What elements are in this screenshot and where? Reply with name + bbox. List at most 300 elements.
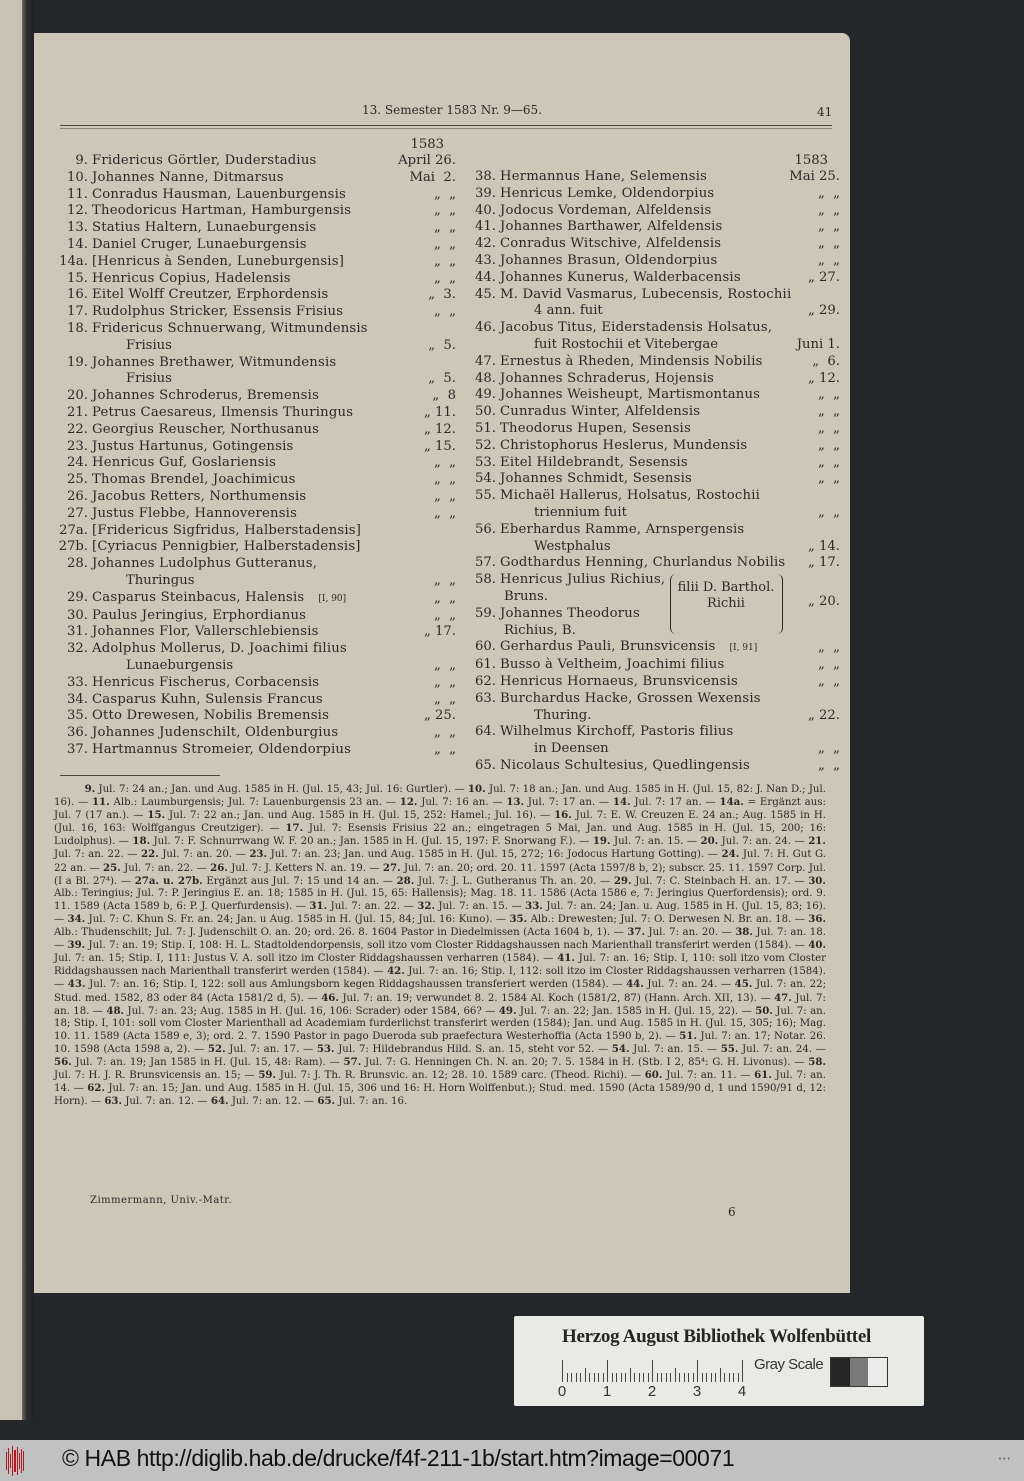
- entry-list: [464, 145, 840, 572]
- entry-number: 42.: [475, 236, 496, 252]
- footnote-text: Jul. 7: an. 24; Jan. u. Aug. 1585 in H. (Jul. 15, 83; 16). —: [54, 900, 826, 925]
- ruler-tick: [616, 1373, 617, 1382]
- entry-name: Cunradus Winter, Alfeldensis: [500, 404, 701, 420]
- list-item: [56, 439, 456, 456]
- entry-name: Eitel Wolff Creutzer, Erphordensis: [92, 287, 329, 303]
- list-item: [464, 253, 840, 270]
- footnote-text: Jul. 7: H. J. R. Brunsvicensis an. 15; —: [54, 1070, 255, 1082]
- entry-date: „ „: [817, 219, 840, 235]
- ruler-tick: [693, 1373, 694, 1382]
- footnote-number: 43.: [67, 978, 86, 991]
- entry-number: 29.: [67, 589, 88, 605]
- entry-number: 65.: [475, 757, 496, 773]
- entry-number: 21.: [67, 404, 88, 420]
- footnote: [344, 1057, 809, 1068]
- entry-name: Hartmannus Stromeier, Oldendorpius: [92, 741, 352, 757]
- list-item: [464, 639, 840, 657]
- list-item: [56, 539, 456, 556]
- entry-name: Johannes Judenschilt, Oldenburgius: [92, 725, 339, 741]
- footnote-number: 61.: [754, 1069, 772, 1082]
- entry-number: 28.: [67, 556, 88, 572]
- entry-date: „ „: [433, 304, 456, 320]
- footnote-number: 28.: [396, 874, 415, 887]
- entry-date: „ 12.: [808, 370, 840, 386]
- footnote-text: Ergänzt aus Jul. 7: 15 und 14 an. —: [206, 875, 393, 887]
- entry-number: 19.: [67, 354, 88, 370]
- footnote: [417, 901, 525, 912]
- entry-date: „ „: [433, 220, 456, 236]
- entry-date: „ 11.: [424, 404, 456, 420]
- list-item: [464, 236, 840, 253]
- previous-page-edge: [0, 0, 22, 1420]
- ruler-tick: [607, 1360, 608, 1382]
- list-item: [464, 691, 840, 725]
- footnote-number: 26.: [210, 861, 228, 874]
- entry-continuation: in Deensen: [534, 741, 609, 757]
- entry-number: 53.: [475, 454, 496, 470]
- entry-number: 10.: [67, 169, 88, 185]
- entry-number: 60.: [475, 639, 496, 655]
- ruler-tick: [724, 1373, 725, 1382]
- footnote-number: 59.: [258, 1069, 277, 1082]
- entry-name: Conradus Witschive, Alfeldensis: [500, 236, 722, 252]
- entry-number: 49.: [475, 387, 496, 403]
- entry-date: „ „: [817, 757, 840, 773]
- entry-date: „ 17.: [808, 555, 840, 571]
- entry-number: 34.: [67, 691, 88, 707]
- footnote-number: 20.: [700, 835, 719, 848]
- footnote: [645, 1070, 754, 1081]
- entry-date: „ 22.: [808, 707, 840, 723]
- entry-number: 48.: [475, 370, 496, 386]
- footnote-number: 18.: [132, 835, 151, 848]
- ruler-tick: [652, 1360, 653, 1382]
- ruler-tick: [571, 1373, 572, 1382]
- list-item: [464, 354, 840, 371]
- entry-name: Adolphus Mollerus, D. Joachimi filius: [92, 641, 347, 657]
- footnote-number: 41.: [557, 952, 575, 965]
- footnote: [104, 1096, 211, 1107]
- entry-name: Henricus Julius Richius,: [500, 572, 666, 588]
- footnote-number: 65.: [317, 1095, 336, 1108]
- footnote-number: 15.: [147, 809, 166, 822]
- list-item: [464, 555, 840, 572]
- ruler-tick: [679, 1373, 680, 1382]
- entry-number: 40.: [475, 202, 496, 218]
- entry-date: „ 29.: [808, 303, 840, 319]
- entry-continuation: triennium fuit: [534, 504, 627, 520]
- entry-continuation: Bruns.: [504, 588, 548, 604]
- footnote-number: 38.: [735, 926, 753, 939]
- ruler-tick: [630, 1368, 631, 1382]
- footnote: [627, 927, 735, 938]
- entry-date: „ „: [433, 505, 456, 521]
- list-item: [56, 675, 456, 692]
- entry-date: „ „: [817, 741, 840, 757]
- footnote-text: Jul. 7: an. 14. —: [54, 1070, 826, 1095]
- entry-number: 32.: [67, 641, 88, 657]
- list-item: [56, 608, 456, 625]
- list-item: [464, 657, 840, 674]
- footnote: [593, 836, 701, 847]
- footnote: [54, 784, 468, 795]
- footnote-text: Alb.: Laumburgensis; Jul. 7: Lauenburgensis 23 an. —: [113, 797, 396, 809]
- footnote-number: 46.: [321, 991, 339, 1004]
- ruler-label: 3: [692, 1383, 702, 1400]
- footnote-number: 51.: [679, 1029, 697, 1042]
- footnote: [721, 1044, 826, 1055]
- footnote: [397, 876, 614, 887]
- footnote: [309, 901, 417, 912]
- entry-date: „ „: [433, 472, 456, 488]
- entry-name: Henricus Fischerus, Corbacensis: [92, 674, 320, 690]
- footnote-number: 64.: [210, 1095, 229, 1108]
- entry-name: Conradus Hausman, Lauenburgensis: [92, 186, 346, 202]
- footnote: [509, 914, 808, 925]
- entry-name: Justus Hartunus, Gotingensis: [92, 438, 294, 454]
- footnote: [103, 863, 210, 874]
- entry-date: „ „: [817, 252, 840, 268]
- document-page: [34, 33, 850, 1293]
- footnote-text: Jul. 7: an. 12. —: [231, 1096, 315, 1108]
- scale-ruler: [557, 1366, 747, 1400]
- ruler-tick: [684, 1373, 685, 1382]
- entry-continuation: 4 ann. fuit: [534, 303, 603, 319]
- ruler-tick: [562, 1360, 563, 1382]
- gray-swatch: [868, 1358, 887, 1386]
- ruler-label: 4: [737, 1383, 747, 1400]
- entry-date: „ „: [817, 202, 840, 218]
- entry-number: 16.: [67, 287, 88, 303]
- entry-number: 11.: [67, 186, 88, 202]
- ruler-tick: [621, 1373, 622, 1382]
- footnote: [141, 849, 249, 860]
- list-item: [56, 742, 456, 759]
- footnote: [54, 1057, 344, 1068]
- ruler-tick: [576, 1373, 577, 1382]
- footnote-number: 33.: [525, 899, 543, 912]
- entry-number: 44.: [475, 269, 496, 285]
- entry-number: 45.: [475, 286, 496, 302]
- entry-number: 30.: [67, 607, 88, 623]
- entry-name: Eberhardus Ramme, Arnspergensis: [500, 521, 745, 537]
- entry-number: 20.: [67, 388, 88, 404]
- entry-continuation: Lunaeburgensis: [126, 657, 234, 673]
- footnote-text: Jul. 7: 24 an.; Jan. und Aug. 1585 in H. (Jul. 15, 43; Jul. 16: Gurtler). —: [98, 784, 465, 795]
- footnote-text: Jul. 7: an. 20. —: [162, 849, 246, 861]
- ruler-tick: [594, 1373, 595, 1382]
- footnote: [135, 876, 397, 887]
- list-item: [56, 692, 456, 709]
- entry-name: Johannes Kunerus, Walderbacensis: [500, 269, 741, 285]
- footnote-number: 36.: [808, 912, 826, 925]
- footnote-number: 45.: [734, 978, 753, 991]
- footnote-text: Jul. 7: C. Khun S. Fr. an. 24; Jan. u Aug. 1585 in H. (Jul. 15, 84; Jul. 16: Kuno). —: [88, 913, 507, 925]
- page-reference: [I, 90]: [318, 593, 347, 604]
- entry-name: Johannes Brasun, Oldendorpius: [500, 252, 718, 268]
- entry-number: 47.: [475, 353, 496, 369]
- list-item: [56, 271, 456, 288]
- footnote-text: Jul. 7: 22 an.; Jan. und Aug. 1585 in H. (Jul. 15, 252: Hamel.; Jul. 16). —: [169, 810, 551, 822]
- footnote-text: Jul. 7: an. 19; verwundet 8. 2. 1584 Al. Koch (1581/2, 87) (Hann. Arch. XII, 13). —: [342, 992, 771, 1004]
- list-item: [56, 170, 456, 187]
- footnote-text: Jul. 7: Esensis Frisius 22 an.; eingetragen 5 Mai, Jan. und Aug. 1585 in H. (Jul. 15, 200; 16: Ludolphus). —: [54, 823, 826, 848]
- entry-number: 51.: [475, 420, 496, 436]
- footnote-number: 29.: [613, 874, 632, 887]
- footnote-text: Jul. 7: an. 24. —: [742, 1043, 826, 1055]
- footnote-text: Jul. 7: an. 20. —: [648, 927, 732, 939]
- footnote-text: Jul. 7: an. 19; Jan 1585 in H. (Jul. 15, 48: Ram). —: [75, 1056, 340, 1068]
- entry-name: Otto Drewesen, Nobilis Bremensis: [92, 708, 330, 724]
- footnote-text: Jul. 7: an. 24. —: [647, 979, 732, 991]
- footnote-number: 57.: [343, 1055, 362, 1068]
- entry-name: Georgius Reuscher, Northusanus: [92, 421, 320, 437]
- entry-name: Jacobus Retters, Northumensis: [92, 488, 307, 504]
- entry-date: „ 12.: [424, 421, 456, 437]
- footnote: [249, 849, 721, 860]
- entry-number: 25.: [67, 472, 88, 488]
- entry-number: 36.: [67, 725, 88, 741]
- matriculation-column-left: [56, 137, 456, 759]
- footnote-rule: [60, 775, 220, 776]
- brace-note: [676, 580, 776, 612]
- list-item: [56, 220, 456, 237]
- entry-number: 15.: [67, 270, 88, 286]
- list-item: [56, 321, 456, 355]
- entry-name: Petrus Caesareus, Ilmensis Thuringus: [92, 404, 354, 420]
- entry-date: „ 6.: [812, 353, 840, 369]
- footnote-number: 42.: [387, 965, 405, 978]
- footnote: [208, 1044, 317, 1055]
- entry-name: Johannes Brethawer, Witmundensis: [92, 354, 337, 370]
- footnote-text: Jul. 7: G. Henningen Ch. N. an. 20; 7. 5. 1584 in H. (Stb. I 2, 85⁴: G. H. Livonus). —: [365, 1056, 805, 1068]
- footnote-number: 63.: [104, 1095, 123, 1108]
- footnote-number: 35.: [509, 912, 528, 925]
- entry-name: Jacobus Titus, Eiderstadensis Holsatus,: [500, 320, 773, 336]
- entry-number: 22.: [67, 421, 88, 437]
- entry-number: 59.: [475, 605, 496, 621]
- matriculation-column-right: [464, 145, 840, 775]
- entry-name: Henricus Lemke, Oldendorpius: [500, 185, 715, 201]
- gray-scale-swatches: [830, 1357, 888, 1387]
- footnote-text: Jul. 7: 18 an.; Jan. und Aug. 1585 in H. (Jul. 15, 82: J. Nan D.; Jul. 16). —: [54, 784, 826, 809]
- footnote-number: 55.: [720, 1042, 739, 1055]
- library-name: Herzog August Bibliothek Wolfenbüttel: [562, 1326, 871, 1347]
- entry-date: „ „: [433, 674, 456, 690]
- footnote-number: 31.: [309, 899, 328, 912]
- entry-number: 27.: [67, 505, 88, 521]
- entry-name: Casparus Steinbacus, Halensis: [92, 589, 305, 605]
- entry-number: 14a.: [59, 253, 88, 269]
- footnote-number: 19.: [592, 835, 611, 848]
- footnote: [68, 979, 626, 990]
- ruler-tick: [612, 1373, 613, 1382]
- list-item: [56, 355, 456, 389]
- footnote-number: 13.: [506, 796, 525, 809]
- entry-continuation: Frisius: [126, 337, 172, 353]
- footnote-text: Jul. 7: an. 16; Stip. I, 112: soll itzo im Closter Riddagshaussen verharren (1584). —: [54, 966, 826, 991]
- list-item: [56, 506, 456, 523]
- entry-number: 18.: [67, 320, 88, 336]
- entry-date: „ 15.: [424, 438, 456, 454]
- brace-group-richius: [464, 572, 840, 639]
- book-gutter-shadow: [22, 0, 34, 1420]
- footnote-text: Jul. 7: an. 22. —: [54, 849, 138, 861]
- entry-date: „ 25.: [424, 708, 456, 724]
- ruler-tick: [598, 1373, 599, 1382]
- entry-number: 24.: [67, 455, 88, 471]
- footnote: [614, 876, 808, 887]
- list-item: [464, 287, 840, 321]
- footnote: [211, 1096, 318, 1107]
- ruler-tick: [603, 1373, 604, 1382]
- entry-name: Theodorus Hupen, Sesensis: [500, 420, 691, 436]
- entry-name: Johannes Schroderus, Bremensis: [92, 388, 320, 404]
- entry-date: „ „: [817, 185, 840, 201]
- footnote-text: Jul. 7: an. 15. —: [613, 836, 698, 848]
- footnote: [317, 1096, 407, 1107]
- entry-number: 58.: [475, 572, 496, 588]
- footnote-text: Jul. 7: an. 20; ord. 20. 11. 1597 (Acta 1597/8 b, 2); subscr. 25. 11. 1597 Corp. Jul. (I a Bl. 27⁴). —: [54, 862, 826, 887]
- footnote-text: Jul. 7: an. 22; Stud. med. 1582, 83 oder 84 (Acta 1581/2 d, 5). —: [54, 979, 827, 1004]
- calibration-target: [514, 1316, 924, 1406]
- list-item: [56, 388, 456, 405]
- entry-name: Rudolphus Stricker, Essensis Frisius: [92, 304, 344, 320]
- entry-continuation: Thuring.: [534, 707, 592, 723]
- copyright-url[interactable]: © HAB http://diglib.hab.de/drucke/f4f-211-1b/start.htm?image=00071: [62, 1445, 735, 1471]
- footnote: [106, 1006, 498, 1017]
- entry-name: Johannes Barthawer, Alfeldensis: [500, 219, 723, 235]
- footnote-number: 52.: [207, 1042, 226, 1055]
- footnote-number: 54.: [611, 1042, 630, 1055]
- list-item: [464, 455, 840, 472]
- footnote-number: 10.: [467, 783, 486, 795]
- entry-name: Michaël Hallerus, Holsatus, Rostochii: [500, 488, 761, 504]
- footnote-number: 58.: [808, 1055, 826, 1068]
- footnote-number: 48.: [106, 1004, 125, 1017]
- entry-name: Johannes Weisheupt, Martismontanus: [500, 387, 761, 403]
- footnote-text: Jul. 7: an. 15. —: [438, 900, 522, 912]
- entry-date: „ „: [817, 640, 840, 656]
- footnote-number: 22.: [141, 848, 159, 861]
- footnote-number: 14.: [612, 796, 631, 809]
- footnote: [499, 1006, 755, 1017]
- footnote-number: 60.: [644, 1069, 663, 1082]
- ruler-tick: [585, 1368, 586, 1382]
- footnote-text: Jul. 7: Hildebrandus Hild. S. an. 15, steht vor 52. —: [338, 1043, 609, 1055]
- footnote-text: Jul. 7: an. 18; Stip. I, 101: soll vom Closter Marienthall ad Academiam furderlichst transferirt werden (1584); Jan. und Aug. 1585 in H. (Jul. 15, 305; 16); Mag. 10. 11. 1589 (Acta 1589 e, 3); ord. 2. 7. 1590 Pastor in pago Dueroda sub praefectura Westerhoffia (Acta 1590 b, 2). —: [54, 1005, 826, 1042]
- entry-name: Henricus Copius, Hadelensis: [92, 270, 291, 286]
- list-item: [464, 758, 840, 775]
- ruler-tick: [657, 1373, 658, 1382]
- footnote-text: Jul. 7: J. Th. R. Brunsvic. an. 12; 28. 10. 1589 carc. (Theod. Richi). —: [279, 1070, 641, 1082]
- entry-name: Johannes Nanne, Ditmarsus: [92, 169, 284, 185]
- gray-scale-label: Gray Scale: [754, 1356, 824, 1373]
- footnote-text: Jul. 7: 17 an. —: [527, 797, 610, 809]
- page-reference: [I, 91]: [729, 643, 758, 654]
- entry-name: Jodocus Vordeman, Alfeldensis: [500, 202, 712, 218]
- entry-date: „ „: [433, 186, 456, 202]
- footnote-text: Alb.: Teringius; Jul. 7: P. Jeringius E. an. 18; 1585 in H. (Jul. 15, 65: Hallensis); Mag. 18. 11. 1586 (Acta 1586 e, 7: Jeringius Querfordensis); ord. 9. 11. 1589 (Acta 1589 b, 6: P. J. Querfurdensis). —: [54, 887, 826, 912]
- brace-note-line: Richii: [707, 596, 745, 612]
- footnote: [68, 914, 510, 925]
- entry-date: „ „: [433, 590, 456, 606]
- brace-note-line: filii D. Barthol.: [677, 580, 775, 596]
- year-heading: 1583: [794, 153, 828, 168]
- list-item: [464, 522, 840, 556]
- entry-date: „ „: [817, 471, 840, 487]
- entry-date: Mai 2.: [409, 169, 456, 185]
- entry-number: 56.: [475, 521, 496, 537]
- footnote-number: 47.: [774, 991, 792, 1004]
- list-item: [56, 590, 456, 608]
- ruler-tick: [661, 1373, 662, 1382]
- footnote-text: Jul. 7: an. 18. —: [54, 992, 826, 1017]
- entry-date: „ „: [433, 253, 456, 269]
- list-item: [464, 219, 840, 236]
- footnote-number: 37.: [627, 926, 646, 939]
- entry-name: Theodoricus Hartman, Hamburgensis: [92, 203, 352, 219]
- entry-date: „ „: [433, 657, 456, 673]
- ruler-tick: [670, 1373, 671, 1382]
- entry-date: „ 27.: [808, 269, 840, 285]
- entry-number: 35.: [67, 708, 88, 724]
- footnote: [147, 810, 554, 821]
- entry-name: Daniel Cruger, Lunaeburgensis: [92, 236, 307, 252]
- list-item: [56, 472, 456, 489]
- header-rule: [60, 125, 832, 129]
- entry-number: 43.: [475, 252, 496, 268]
- ruler-label: 0: [557, 1383, 567, 1400]
- entry-name: Burchardus Hacke, Grossen Wexensis: [500, 690, 761, 706]
- entry-number: 62.: [475, 673, 496, 689]
- footnote-number: 21.: [808, 835, 826, 848]
- ruler-tick: [711, 1373, 712, 1382]
- entry-date: „ „: [817, 454, 840, 470]
- list-item: [464, 471, 840, 488]
- list-item: [56, 203, 456, 220]
- footnote: [132, 836, 592, 847]
- entry-name: [Fridericus Sigfridus, Halberstadensis]: [92, 522, 362, 538]
- footnote-number: 24.: [721, 848, 740, 861]
- list-item: [464, 421, 840, 438]
- entry-date: „ 20.: [808, 594, 840, 610]
- entry-continuation: fuit Rostochii et Vitebergae: [534, 336, 719, 352]
- ruler-tick: [697, 1360, 698, 1382]
- entry-date: „ „: [433, 203, 456, 219]
- entry-number: 61.: [475, 657, 496, 673]
- ruler-tick: [720, 1368, 721, 1382]
- entry-number: 64.: [475, 724, 496, 740]
- list-item: [464, 724, 840, 758]
- entry-number: 55.: [475, 488, 496, 504]
- list-item: [464, 387, 840, 404]
- ruler-tick: [589, 1373, 590, 1382]
- entry-name: Justus Flebbe, Hannoverensis: [92, 505, 298, 521]
- footnote-text: Jul. 7: F. Schnurrwang W. F. 20 an.; Jan. 1585 in H. (Jul. 15, 197: F. Snorwang F.). —: [153, 836, 590, 848]
- ruler-tick: [706, 1373, 707, 1382]
- footnote-text: Jul. 7: an. 17. —: [229, 1043, 314, 1055]
- footnote-number: 25.: [103, 861, 121, 874]
- entry-number: 57.: [475, 555, 496, 571]
- footnote: [612, 1044, 721, 1055]
- footnote: [701, 836, 809, 847]
- entry-date: „ 17.: [424, 624, 456, 640]
- entry-date: „ „: [817, 673, 840, 689]
- footnote-number: 53.: [316, 1042, 335, 1055]
- list-item: [56, 708, 456, 725]
- footnote-number: 23.: [249, 848, 268, 861]
